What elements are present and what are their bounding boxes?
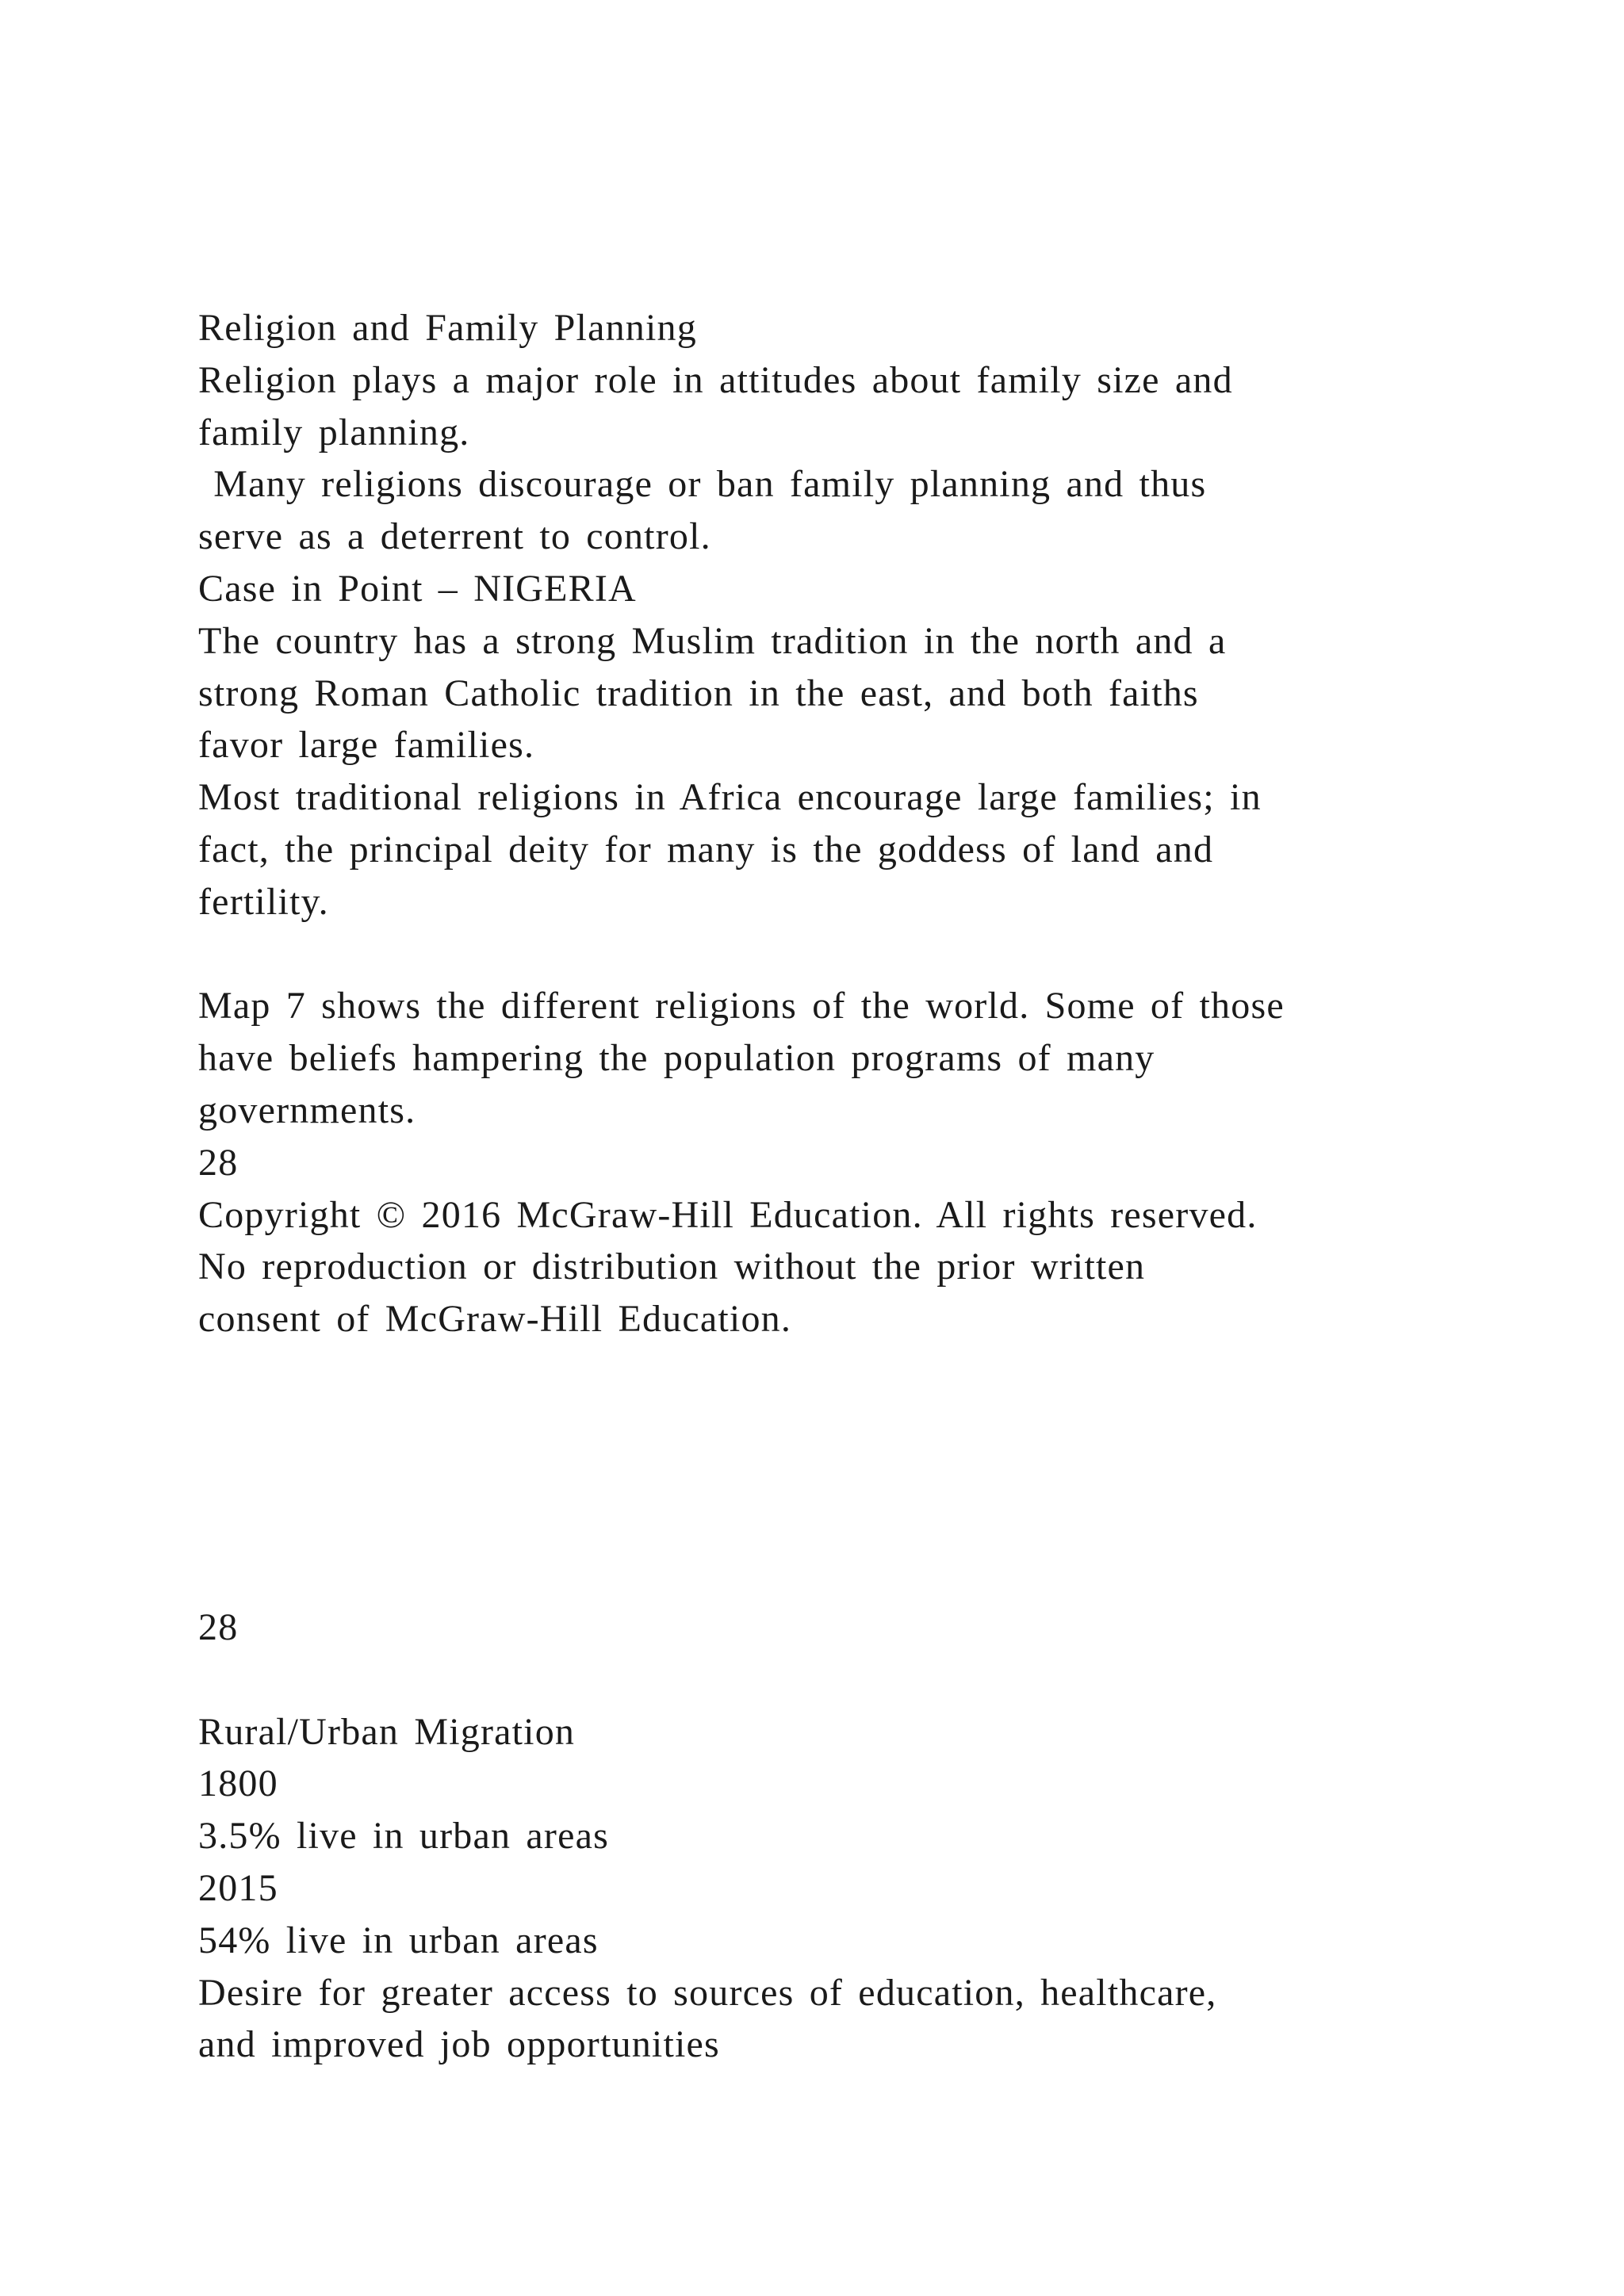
copyright-line: consent of McGraw-Hill Education. <box>198 1298 792 1341</box>
text-line: family planning. <box>198 411 470 453</box>
text-line: governments. <box>198 1089 416 1131</box>
text-block-religion-family-planning <box>198 302 1499 1345</box>
text-line: Map 7 shows the different religions of the world. Some of those <box>198 985 1285 1027</box>
year-label: 1800 <box>198 1762 278 1805</box>
text-line: Desire for greater access to sources of education, healthcare, <box>198 1971 1217 2014</box>
text-line: have beliefs hampering the population programs of many <box>198 1037 1155 1080</box>
text-line: fertility. <box>198 880 329 923</box>
text-line: fact, the principal deity for many is the goddess of land and <box>198 828 1214 871</box>
slide-number: 28 <box>198 1606 239 1648</box>
copyright-line: No reproduction or distribution without the prior written <box>198 1246 1146 1288</box>
text-line: Most traditional religions in Africa encourage large families; in <box>198 776 1262 819</box>
blank-line <box>198 1654 1499 1706</box>
text-block-rural-urban-migration <box>198 1601 1499 2071</box>
text-line: strong Roman Catholic tradition in the east, and both faiths <box>198 672 1199 714</box>
urban-share-text: 54% live in urban areas <box>198 1919 599 1961</box>
text-line: favor large families. <box>198 724 535 767</box>
year-label: 2015 <box>198 1866 278 1909</box>
urban-share-text: 3.5% live in urban areas <box>198 1815 609 1858</box>
blank-line <box>198 928 1499 981</box>
text-line: serve as a deterrent to control. <box>198 515 711 558</box>
section-title-rural-urban-migration: Rural/Urban Migration <box>198 1710 576 1753</box>
text-line: Many religions discourage or ban family planning and thus <box>198 463 1207 506</box>
text-line: and improved job opportunities <box>198 2023 720 2066</box>
section-title-religion-family-planning: Religion and Family Planning <box>198 307 697 349</box>
case-heading-nigeria: Case in Point – NIGERIA <box>198 567 637 610</box>
text-line: The country has a strong Muslim tradition in the north and a <box>198 619 1227 662</box>
text-line: Religion plays a major role in attitudes about family size and <box>198 358 1233 401</box>
slide-number: 28 <box>198 1141 239 1184</box>
copyright-line: Copyright © 2016 McGraw-Hill Education. All rights reserved. <box>198 1193 1258 1236</box>
